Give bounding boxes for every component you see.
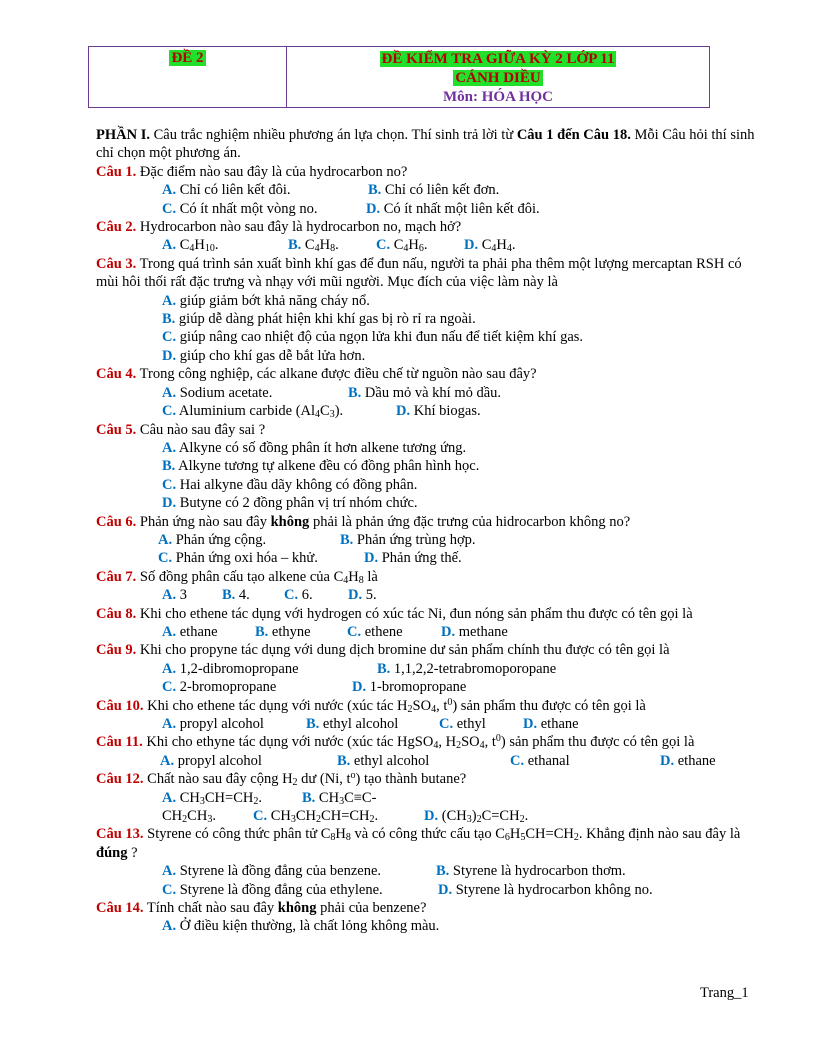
question-14: Câu 14. Tính chất nào sau đây không phải của benzene? [96,900,427,917]
exam-code-cell [89,47,287,107]
exam-title-cell [287,47,709,107]
q13-options-row2: C. Styrene là đồng đẳng của ethylene. D. Styrene là hydrocarbon không no. [162,881,653,898]
q12-options-row1: A. $CH_3CH=CH_2$. B. $CH_3C\equiv C-$ [162,789,377,807]
question-12: Câu 12. Chất nào sau đây cộng $H_2$ dư (Ni, $t^o$) tạo thành butane? [96,770,467,789]
q1-options-row1: A. Chỉ có liên kết đôi. B. Chỉ có liên kết đơn. [162,182,500,199]
q11-options: A. propyl alcohol B. ethyl alcohol C. ethanal D. ethane [160,752,716,769]
question-11: Câu 11. Khi cho ethyne tác dụng với nước (xúc tác HgSO$_4$, $H_2SO_4$, $t^0$) sản phẩm thu được có tên gọi là [96,733,695,752]
question-10: Câu 10. Khi cho ethene tác dụng với nước (xúc tác $H_2SO_4$, $t^0$) sản phẩm thu được có tên gọi là [96,696,646,715]
exam-header [88,46,710,108]
exam-content [96,126,760,936]
q5-option-a: A. Alkyne có số đồng phân ít hơn alkene tương ứng. [162,439,467,456]
question-8: Câu 8. Khi cho ethene tác dụng với hydrogen có xúc tác Ni, đun nóng sản phẩm thu được có tên gọi là [96,605,693,622]
q7-options: A. 3 B. 4. C. 6. D. 5. [162,587,377,604]
exam-subject: Môn: HÓA HỌC [442,89,553,105]
exam-series: CÁNH DIỀU [455,70,541,86]
q1-options-row2: C. Có ít nhất một vòng no. D. Có ít nhất một liên kết đôi. [162,200,540,217]
q8-options: A. ethane B. ethyne C. ethene D. methane [162,623,508,640]
q10-options: A. propyl alcohol B. ethyl alcohol C. ethyl D. ethane [162,716,579,732]
q9-options-row1: A. 1,2-dibromopropane B. 1,1,2,2-tetrabromoporopane [162,660,557,677]
exam-title: ĐỀ KIỂM TRA GIỮA KỲ 2 LỚP 11 [381,51,615,67]
q2-options: A. $C_4H_{10}$. B. $C_4H_8$. C. $C_4H_6$. D. $C_4H_4$. [162,237,516,255]
q5-option-d: D. Butyne có 2 đồng phân vị trí nhóm chức. [162,495,418,512]
q5-option-c: C. Hai alkyne đầu dãy không có đồng phân. [162,476,418,493]
q14-option-a: A. Ở điều kiện thường, là chất lỏng không màu. [162,918,440,935]
question-2: Câu 2. Hydrocarbon nào sau đây là hydrocarbon no, mạch hở? [96,219,462,236]
question-7: Câu 7. Số đồng phân cấu tạo alkene của $C_4H_8$ là [96,568,378,586]
question-9: Câu 9. Khi cho propyne tác dụng với dung dịch bromine dư sản phẩm chính thu được có tên gọi là [96,642,670,659]
question-5: Câu 5. Câu nào sau đây sai ? [96,421,266,438]
question-4: Câu 4. Trong công nghiệp, các alkane được điều chế từ nguồn nào sau đây? [96,366,537,383]
q3-option-d: D. giúp cho khí gas dễ bắt lửa hơn. [162,347,366,364]
part1-intro: PHẦN I. Câu trắc nghiệm nhiều phương án lựa chọn. Thí sinh trả lời từ Câu 1 đến Câu 18. Mỗi Câu hỏi thí sinh chỉ chọn một phương án. [96,127,755,162]
q9-options-row2: C. 2-bromopropane D. 1-bromopropane [162,679,467,696]
q5-option-b: B. Alkyne tương tự alkene đều có đồng phân hình học. [162,458,480,475]
q3-option-a: A. giúp giảm bớt khả năng cháy nổ. [162,292,370,309]
exam-code: ĐỀ 2 [171,50,204,66]
q4-options-row1: A. Sodium acetate. B. Dầu mỏ và khí mỏ dầu. [162,384,502,401]
q6-options-row1: A. Phản ứng cộng. B. Phản ứng trùng hợp. [158,531,476,548]
page-number: Trang_1 [700,985,749,1001]
question-6: Câu 6. Phản ứng nào sau đây không phải là phản ứng đặc trưng của hidrocarbon không no? [96,513,631,530]
question-13: Câu 13. Styrene có công thức phân tử $C_8H_8$ và có công thức cấu tạo $C_6H_5CH=CH_2$. Khẳng định nào sau đây là đúng ? [96,826,741,861]
q4-options-row2: C. Aluminium carbide $(Al_4C_3)$. D. Khí biogas. [162,403,481,421]
question-3: Câu 3. Trong quá trình sản xuất bình khí gas để đun nấu, người ta phải pha thêm một lượng mercaptan RSH có mùi hôi thối rất đặc trưng và nhạy với mũi người. Mục đích của việc làm này là [96,255,742,291]
q12-options-row2: $CH_2CH_3$. C. $CH_3CH_2CH=CH_2$. D. $(CH_3)_2C=CH_2$. [162,808,529,826]
q6-options-row2: C. Phản ứng oxi hóa – khử. D. Phản ứng thế. [158,550,462,567]
q13-options-row1: A. Styrene là đồng đẳng của benzene. B. Styrene là hydrocarbon thơm. [162,863,626,880]
question-1: Câu 1. Đặc điểm nào sau đây là của hydrocarbon no? [96,163,408,180]
q3-option-c: C. giúp nâng cao nhiệt độ của ngọn lửa khi đun nấu để tiết kiệm khí gas. [162,329,584,346]
q3-option-b: B. giúp dễ dàng phát hiện khi khí gas bị rò rỉ ra ngoài. [162,311,476,328]
